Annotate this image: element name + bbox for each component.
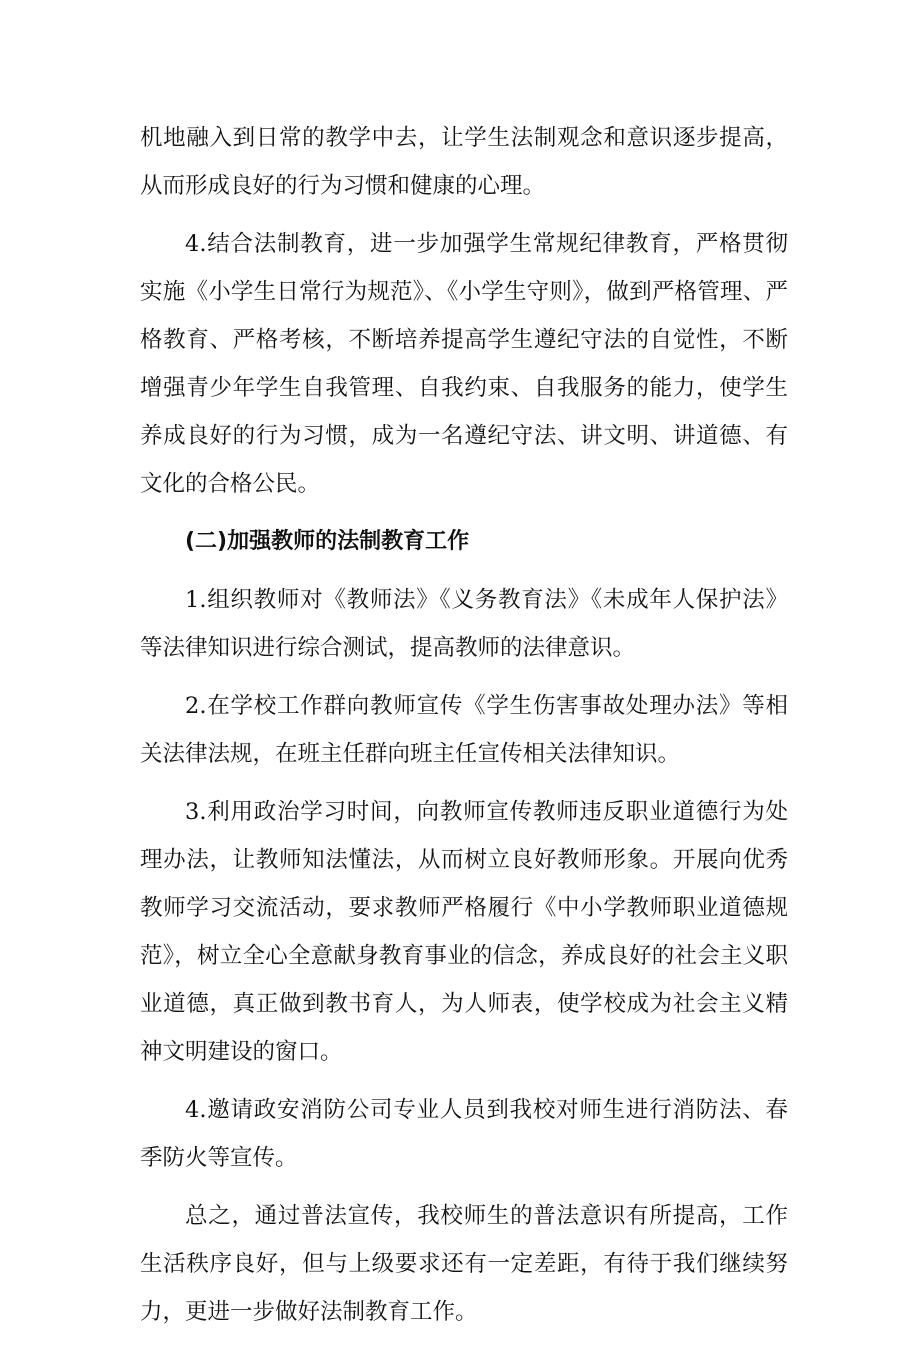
paragraph-continuation: 机地融入到日常的教学中去，让学生法制观念和意识逐步提高，从而形成良好的行为习惯和健康的心理。 bbox=[140, 125, 788, 199]
section-heading-teacher-education: (二)加强教师的法制教育工作 bbox=[185, 529, 470, 554]
paragraph-fire-safety: 4.邀请政安消防公司专业人员到我校对师生进行消防法、春季防火等宣传。 bbox=[140, 1097, 788, 1171]
paragraph-professional-ethics: 3.利用政治学习时间，向教师宣传教师违反职业道德行为处理办法，让教师知法懂法，从而树立良好教师形象。开展向优秀教师学习交流活动，要求教师严格履行《中小学教师职业道德规范》，树立全心全意献身教育事业的信念，养成良好的社会主义职业道德，真正做到教书育人，为人师表，使学校成为社会主义精神文明建设的窗口。 bbox=[140, 799, 788, 1065]
paragraph-law-testing: 1.组织教师对《教师法》《义务教育法》《未成年人保护法》等法律知识进行综合测试，提高教师的法律意识。 bbox=[140, 587, 788, 661]
paragraph-law-promotion: 2.在学校工作群向教师宣传《学生伤害事故处理办法》等相关法律法规，在班主任群向班主任宣传相关法律知识。 bbox=[140, 693, 788, 767]
paragraph-student-discipline: 4.结合法制教育，进一步加强学生常规纪律教育，严格贯彻实施《小学生日常行为规范》、《小学生守则》，做到严格管理、严格教育、严格考核，不断培养提高学生遵纪守法的自觉性，不断增强青少年学生自我管理、自我约束、自我服务的能力，使学生养成良好的行为习惯，成为一名遵纪守法、讲文明、讲道德、有文化的合格公民。 bbox=[140, 231, 788, 497]
document-body bbox=[140, 114, 788, 1346]
paragraph-summary: 总之，通过普法宣传，我校师生的普法意识有所提高，工作生活秩序良好，但与上级要求还有一定差距，有待于我们继续努力，更进一步做好法制教育工作。 bbox=[140, 1203, 788, 1325]
